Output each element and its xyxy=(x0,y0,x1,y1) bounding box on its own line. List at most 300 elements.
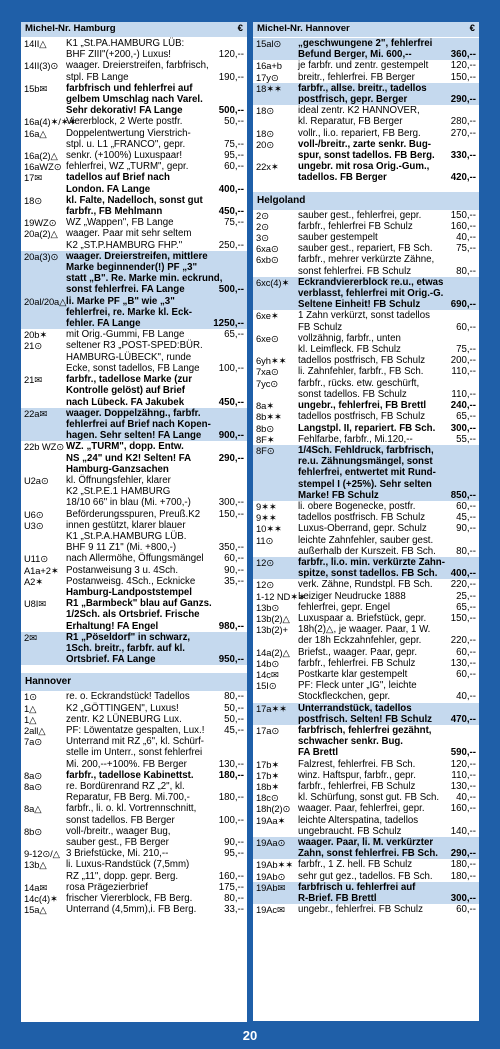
entry-description xyxy=(298,871,476,882)
michel-number: A1a+2✶ xyxy=(24,564,59,576)
catalog-entry xyxy=(21,408,247,442)
catalog-entry xyxy=(253,781,479,792)
entry-description xyxy=(298,613,476,624)
description-text: Eckrandviererblock re.u., etwas verblasst, fehlerfrei mit Orig.-G. Seltene Einheit! FB Schulz xyxy=(298,276,444,311)
price: 160,-- xyxy=(218,870,244,882)
price: 950,-- xyxy=(218,654,244,666)
michel-number: 8a⊙ xyxy=(24,781,42,792)
description-text: tadellos postfrisch. FB Schulz xyxy=(298,512,426,524)
catalog-entry xyxy=(253,815,479,837)
price: 80,-- xyxy=(456,545,476,557)
right-column xyxy=(253,22,479,1021)
entry-description xyxy=(298,602,476,613)
catalog-entry xyxy=(253,759,479,770)
price: 25,-- xyxy=(456,590,476,602)
description-text: tadellos auf Brief nach London. FA Lange xyxy=(66,172,170,195)
entry-description xyxy=(298,445,476,501)
description-text: vollzähnig, farbfr., unten kl. Leimfleck. FB Schulz xyxy=(298,332,401,356)
catalog-entry xyxy=(21,691,247,702)
currency-label: € xyxy=(469,23,475,34)
price: 500,-- xyxy=(218,105,244,117)
description-text: waager. Doppelzähng., farbfr. fehlerfrei auf Brief nach Kopen- hagen. Sehr selten! FA Lange xyxy=(66,407,211,442)
description-text: farbfrisch, fehlerfrei gezähnt, schwacher senkr. Bug. FA Brettl xyxy=(298,724,432,759)
price: 60,-- xyxy=(456,904,476,916)
catalog-entry xyxy=(21,464,247,475)
entry-description xyxy=(298,770,476,781)
description-text: Hamburg-Landpoststempel xyxy=(66,586,192,598)
entry-description xyxy=(298,355,476,366)
right-rows-helgoland xyxy=(253,210,479,916)
entry-description xyxy=(66,565,244,576)
left-column-header xyxy=(21,22,247,38)
price: 280,-- xyxy=(450,116,476,128)
price: 190,-- xyxy=(218,71,244,83)
catalog-entry xyxy=(21,38,247,60)
price: 290,-- xyxy=(450,94,476,106)
michel-number: 19Ab✶✶ xyxy=(256,859,294,871)
description-text: frischer Viererblock, FB Berg. xyxy=(66,893,193,905)
catalog-entry xyxy=(253,602,479,613)
michel-number: 21⊙ xyxy=(24,340,42,352)
price: 100,-- xyxy=(218,814,244,826)
catalog-entry xyxy=(21,520,247,554)
catalog-entry xyxy=(253,512,479,523)
price: 220,-- xyxy=(450,635,476,647)
price: 980,-- xyxy=(218,620,244,632)
michel-number: 15I⊙ xyxy=(256,680,277,692)
entry-description xyxy=(298,128,476,139)
catalog-entry xyxy=(21,475,247,509)
price: 80,-- xyxy=(224,691,244,703)
entry-description xyxy=(298,904,476,915)
price: 450,-- xyxy=(218,396,244,408)
catalog-entry xyxy=(253,254,479,276)
entry-description xyxy=(66,116,244,127)
description-text: li. Luxus-Randstück (7,5mm) RZ „11", dopp. gepr. Berg. xyxy=(66,859,190,882)
entry-description xyxy=(298,210,476,221)
entry-description xyxy=(66,520,244,554)
michel-number: 19Ac✉ xyxy=(256,904,285,916)
michel-number: 13b⊙ xyxy=(256,601,280,613)
catalog-entry xyxy=(21,803,247,825)
price: 60,-- xyxy=(456,668,476,680)
price: 50,-- xyxy=(224,116,244,128)
description-text: mit Orig.-Gummi, FB Lange xyxy=(66,329,185,341)
michel-number xyxy=(24,587,66,598)
michel-number: 22b WZ⊙ xyxy=(24,441,64,453)
entry-description xyxy=(298,161,476,183)
entry-description xyxy=(66,340,244,374)
price: 33,-- xyxy=(224,904,244,916)
michel-number: 6xb⊙ xyxy=(256,254,279,266)
catalog-entry xyxy=(21,587,247,598)
entry-description xyxy=(298,139,476,161)
michel-number: 18✶✶ xyxy=(256,82,282,94)
entry-description xyxy=(298,512,476,523)
entry-description xyxy=(298,803,476,814)
description-text: verk. Zähne, Rundstpl. FB Sch. xyxy=(298,579,433,591)
description-text: 3 Briefstücke, Mi. 210,-- xyxy=(66,848,169,860)
entry-description xyxy=(298,579,476,590)
description-text: li. obere Bogenecke, postfr. xyxy=(298,500,416,512)
entry-description xyxy=(66,509,244,520)
price: 60,-- xyxy=(456,500,476,512)
price: 60,-- xyxy=(456,646,476,658)
catalog-entry xyxy=(21,565,247,576)
description-text: WZ „Wappen", FB Lange xyxy=(66,217,174,229)
entry-description xyxy=(298,333,476,355)
description-text: li. Zahnfehler, farbfr., FB Sch. xyxy=(298,366,424,378)
michel-number: 17b✶ xyxy=(256,769,280,781)
catalog-entry xyxy=(21,228,247,250)
price: 80,-- xyxy=(224,893,244,905)
michel-number: 11⊙ xyxy=(256,534,274,546)
description-text: PF: Löwentatze gespalten, Lux.! xyxy=(66,724,205,736)
catalog-entry xyxy=(21,509,247,520)
entry-description xyxy=(298,411,476,422)
michel-number: 1△ xyxy=(24,713,37,725)
entry-description xyxy=(298,591,476,602)
price: 400,-- xyxy=(450,568,476,580)
price: 80,-- xyxy=(456,265,476,277)
price: 470,-- xyxy=(450,713,476,725)
description-text: Beförderungsspuren, Preuß.K2 xyxy=(66,508,201,520)
description-text: re. o. Eckrandstück! Tadellos xyxy=(66,691,190,703)
catalog-entry xyxy=(21,296,247,330)
price: 690,-- xyxy=(450,299,476,311)
description-text: farbfr., rücks. etw. geschürft, sonst tadellos. FB Schulz xyxy=(298,377,420,400)
michel-number: 6xe✶ xyxy=(256,310,279,322)
michel-number: 14a✉ xyxy=(24,881,48,893)
price: 75,-- xyxy=(456,344,476,356)
description-text: 18h(2)△, je waager. Paar, 1 W. der 18h Eckzahnfehler, gepr. xyxy=(298,624,431,647)
price: 40,-- xyxy=(456,232,476,244)
entry-description xyxy=(298,837,476,859)
michel-number: U6⊙ xyxy=(24,508,44,520)
description-text: Postkarte klar gestempelt xyxy=(298,668,408,680)
catalog-entry xyxy=(253,837,479,859)
michel-number: 19WZ⊙ xyxy=(24,217,57,229)
description-text: farbfr., tadellose Kabinettst. xyxy=(66,769,194,781)
price: 500,-- xyxy=(218,284,244,296)
entry-description xyxy=(66,195,244,217)
price: 150,-- xyxy=(450,71,476,83)
description-text: kl. Schürfung, sonst gut. FB Sch. xyxy=(298,792,440,804)
michel-number: 2⊙ xyxy=(256,209,269,221)
catalog-entry xyxy=(253,310,479,332)
description-text: Luxuspaar a. Briefstück, gepr. xyxy=(298,612,427,624)
catalog-entry xyxy=(253,803,479,814)
michel-number: 7yc⊙ xyxy=(256,377,279,389)
entry-description xyxy=(66,374,244,408)
price: 290,-- xyxy=(218,452,244,464)
description-text: farbfr., tadellose Marke (zur Kontrolle gelöst) auf Brief nach Lübeck. FA Jakubek xyxy=(66,374,192,408)
catalog-entry xyxy=(21,770,247,781)
entry-description xyxy=(298,38,476,60)
entry-description xyxy=(298,434,476,445)
entry-description xyxy=(66,904,244,915)
catalog-entry xyxy=(21,128,247,150)
entry-description xyxy=(66,228,244,250)
price: 60,-- xyxy=(224,161,244,173)
price: 45,-- xyxy=(456,512,476,524)
michel-number: 19Aa⊙ xyxy=(256,837,286,849)
michel-number: 8a✶ xyxy=(256,400,274,412)
michel-number: 19Ab✉ xyxy=(256,881,286,893)
description-text: farbfr., li.o. min. verkürzte Zahn- spitze, sonst tadellos. FB Sch. xyxy=(298,556,445,580)
entry-description xyxy=(298,105,476,127)
price: 130,-- xyxy=(450,657,476,669)
description-text: K1 „St.PA.HAMBURG LÜB: BHF ZIII"(+200,-) Luxus! xyxy=(66,38,185,61)
catalog-entry xyxy=(21,736,247,770)
catalog-entry xyxy=(253,882,479,904)
catalog-entry xyxy=(253,859,479,870)
description-text: innen gestützt, klarer blauer K1 „St.P.A.HAMBURG LÜB. BHF 9 11 Z1" (Mi. +800,-) xyxy=(66,519,187,554)
entry-description xyxy=(66,736,244,770)
entry-description xyxy=(66,475,244,509)
michel-number: 7a⊙ xyxy=(24,736,42,748)
entry-description xyxy=(298,781,476,792)
description-text: li. Marke PF „B" wie „3" fehlerfrei, re. Marke kl. Eck- fehler. FA Lange xyxy=(66,295,192,330)
catalog-entry xyxy=(253,658,479,669)
entry-description xyxy=(66,296,244,330)
michel-number: 16a(2)△ xyxy=(24,150,58,162)
entry-description xyxy=(298,624,476,646)
description-text: voll-/breitr., zarte senkr. Bug- spur, sonst tadellos. FB Berg. xyxy=(298,138,435,162)
michel-number: 2all△ xyxy=(24,724,46,736)
price: 60,-- xyxy=(456,321,476,333)
description-text: farbfr., fehlerfrei. FB Schulz xyxy=(298,657,416,669)
michel-number: 7xa⊙ xyxy=(256,366,279,378)
price: 45,-- xyxy=(224,724,244,736)
entry-description xyxy=(298,669,476,680)
price: 400,-- xyxy=(218,183,244,195)
entry-description xyxy=(298,232,476,243)
catalog-entry xyxy=(253,161,479,183)
michel-number: 8a⊙ xyxy=(24,769,42,781)
michel-number: 22a✉ xyxy=(24,407,48,419)
entry-description xyxy=(298,221,476,232)
michel-number: 15al⊙ xyxy=(256,38,282,49)
catalog-entry xyxy=(253,703,479,725)
catalog-entry xyxy=(21,374,247,408)
michel-number: 15a△ xyxy=(24,904,47,916)
description-text: Postanweisg. 4Sch., Ecknicke xyxy=(66,575,196,587)
description-text: „geschwungene 2", fehlerfrei Befund Berger, Mi. 600,-- xyxy=(298,38,433,61)
michel-number: 18c⊙ xyxy=(256,792,279,804)
catalog-entry xyxy=(253,904,479,915)
price: 60,-- xyxy=(224,553,244,565)
description-text: zentr. K2 LÜNEBURG Lux. xyxy=(66,713,182,725)
michel-number: 18⊙ xyxy=(24,194,42,206)
michel-number: 6xc(4)✶ xyxy=(256,276,290,288)
entry-description xyxy=(66,553,244,564)
description-text: sehr gut gez., tadellos. FB Sch. xyxy=(298,870,433,882)
entry-description xyxy=(298,680,476,702)
michel-number: 16a+b xyxy=(256,60,282,72)
catalog-entry xyxy=(253,105,479,127)
michel-number: 14II△ xyxy=(24,38,47,49)
price: 200,-- xyxy=(450,355,476,367)
michel-number: 19Ab⊙ xyxy=(256,870,286,882)
price: 110,-- xyxy=(451,769,476,781)
michel-number: 18h(2)⊙ xyxy=(256,803,291,815)
michel-number: 20a(3)⊙ xyxy=(24,250,59,262)
michel-number: 16aWZ⊙ xyxy=(24,161,62,173)
catalog-entry xyxy=(21,725,247,736)
entry-description xyxy=(298,703,476,725)
catalog-entry xyxy=(253,647,479,658)
price: 130,-- xyxy=(450,781,476,792)
michel-number: 6yh✶✶ xyxy=(256,355,287,367)
catalog-entry xyxy=(21,251,247,296)
catalog-entry xyxy=(253,535,479,557)
catalog-entry xyxy=(253,83,479,105)
michel-number: 8b⊙ xyxy=(24,825,42,837)
entry-description xyxy=(298,658,476,669)
price: 110,-- xyxy=(451,366,476,378)
catalog-entry xyxy=(253,579,479,590)
michel-number: 10✶✶ xyxy=(256,523,282,535)
entry-description xyxy=(66,882,244,893)
description-text: farbfr., mehrer verkürzte Zähne, sonst fehlerfrei. FB Schulz xyxy=(298,254,435,277)
catalog-entry xyxy=(253,523,479,534)
section-header-helgoland: Helgoland xyxy=(253,192,479,210)
michel-number: 18⊙ xyxy=(256,105,274,117)
description-text: Postanweisung 3 u. 4Sch. xyxy=(66,564,179,576)
michel-number: 9✶✶ xyxy=(256,500,277,512)
price: 240,-- xyxy=(450,400,476,412)
page-number: 20 xyxy=(242,1028,258,1043)
price: 90,-- xyxy=(224,564,244,576)
catalog-entry xyxy=(253,232,479,243)
price: 120,-- xyxy=(218,49,244,61)
catalog-entry xyxy=(21,161,247,172)
entry-description xyxy=(298,725,476,759)
entry-description xyxy=(298,423,476,434)
price: 360,-- xyxy=(450,49,476,61)
left-column xyxy=(21,22,247,1022)
price: 110,-- xyxy=(451,388,476,400)
michel-number: 17b✶ xyxy=(256,758,280,770)
catalog-entry xyxy=(253,445,479,501)
right-rows xyxy=(253,38,479,184)
price: 130,-- xyxy=(218,758,244,770)
catalog-entry xyxy=(21,598,247,632)
catalog-entry xyxy=(253,60,479,71)
entry-description xyxy=(66,803,244,825)
entry-description xyxy=(66,150,244,161)
description-text: 1 Zahn verkürzt, sonst tadellos FB Schulz xyxy=(298,310,430,333)
entry-description xyxy=(66,128,244,150)
michel-number: 6xa⊙ xyxy=(256,243,279,255)
price: 180,-- xyxy=(218,792,244,804)
price: 90,-- xyxy=(224,837,244,849)
catalog-entry xyxy=(253,680,479,702)
description-text: breitr., fehlerfrei. FB Berger xyxy=(298,71,415,83)
description-text: ideal zentr. K2 HANNOVER, kl. Reparatur, FB Berger xyxy=(298,105,420,128)
price: 175,-- xyxy=(218,881,244,893)
price: 300,-- xyxy=(218,497,244,509)
michel-number: 14c(4)✶ xyxy=(24,893,58,905)
price: 100,-- xyxy=(218,362,244,374)
description-text: re. Bordürenrand RZ „2", kl. Reparatur, FB Berg. Mi.700,- xyxy=(66,781,190,804)
description-text: WZ. „TURM", dopp. Entw. NS „24" und K2! Selten! FA xyxy=(66,441,192,464)
michel-number: 3⊙ xyxy=(256,232,269,244)
description-text: Leiziger Neudrucke 1888 xyxy=(298,590,406,602)
price: 150,-- xyxy=(218,508,244,520)
entry-description xyxy=(66,691,244,702)
description-text: R1 „Pöseldorf" in schwarz, 1Sch. breitr., farbfr. auf kl. Ortsbrief. FA Lange xyxy=(66,631,191,666)
entry-description xyxy=(66,576,244,587)
description-text: waager. Paar, li. M. verkürzter Zahn, sonst fehlerfrei. FB Sch. xyxy=(298,837,438,860)
michel-number: 13b(2)+ xyxy=(256,624,288,636)
price: 270,-- xyxy=(450,127,476,139)
price: 40,-- xyxy=(456,691,476,703)
catalog-entry xyxy=(253,792,479,803)
description-text: tadellos postfrisch, FB Schulz xyxy=(298,355,426,367)
catalog-entry xyxy=(253,557,479,579)
michel-number: 14a(2)△ xyxy=(256,646,290,658)
michel-number: A2✶ xyxy=(24,575,44,587)
catalog-entry xyxy=(253,333,479,355)
description-text: Fehlfarbe, farbfr., Mi.120,-- xyxy=(298,433,413,445)
description-text: seltener R3 „POST-SPED:BÜR. HAMBURG-LÜBECK", runde Ecke, sonst tadellos, FB Lange xyxy=(66,340,203,374)
michel-number: 20al/20a△ xyxy=(24,295,67,307)
catalog-entry xyxy=(21,781,247,803)
michel-number: 18b✶ xyxy=(256,781,280,792)
catalog-entry xyxy=(253,210,479,221)
price: 150,-- xyxy=(450,612,476,624)
entry-description xyxy=(298,72,476,83)
entry-description xyxy=(66,217,244,228)
michel-number: 17a✶✶ xyxy=(256,702,287,714)
description-text: Hamburg-Ganzsachen xyxy=(66,463,169,475)
michel-number: 9-12⊙/△ xyxy=(24,848,60,860)
catalog-entry xyxy=(253,624,479,646)
michel-number: U3⊙ xyxy=(24,519,44,531)
entry-description xyxy=(298,277,476,311)
catalog-entry xyxy=(21,60,247,82)
description-text: ungebr., fehlerfrei. FB Schulz xyxy=(298,904,423,916)
catalog-entry xyxy=(21,703,247,714)
price: 330,-- xyxy=(450,150,476,162)
michel-number: U11⊙ xyxy=(24,553,48,565)
description-text: winz. Haftspur, farbfr., gepr. xyxy=(298,769,416,781)
price: 180,-- xyxy=(218,769,244,781)
michel-number: 17y⊙ xyxy=(256,71,279,83)
description-text: Unterrand mit RZ „6", kl. Schürf- stelle im Unterr., sonst fehlerfrei Mi. 200,--+100%. FB Berger xyxy=(66,736,205,770)
michel-number: 14b⊙ xyxy=(256,657,280,669)
catalog-entry xyxy=(253,669,479,680)
catalog-entry xyxy=(21,826,247,848)
description-text: PF: Fleck unter „IG", leichte Stockfleckchen, gepr. xyxy=(298,680,417,703)
michel-number: 16a△ xyxy=(24,127,47,139)
description-text: waager. Dreierstreifen, farbfrisch, stpl. FB Lange xyxy=(66,60,209,83)
catalog-entry xyxy=(21,441,247,463)
michel-number: 1⊙ xyxy=(24,691,37,703)
price: 95,-- xyxy=(224,150,244,162)
entry-description xyxy=(66,770,244,781)
description-text: vollr., li.o. repariert, FB Berg. xyxy=(298,127,421,139)
description-text: Falzrest, fehlerfrei. FB Sch. xyxy=(298,758,416,770)
michel-number: 6xe⊙ xyxy=(256,332,279,344)
entry-description xyxy=(66,172,244,194)
price: 95,-- xyxy=(224,848,244,860)
catalog-entry xyxy=(253,501,479,512)
entry-description xyxy=(66,38,244,60)
price: 120,-- xyxy=(450,60,476,72)
